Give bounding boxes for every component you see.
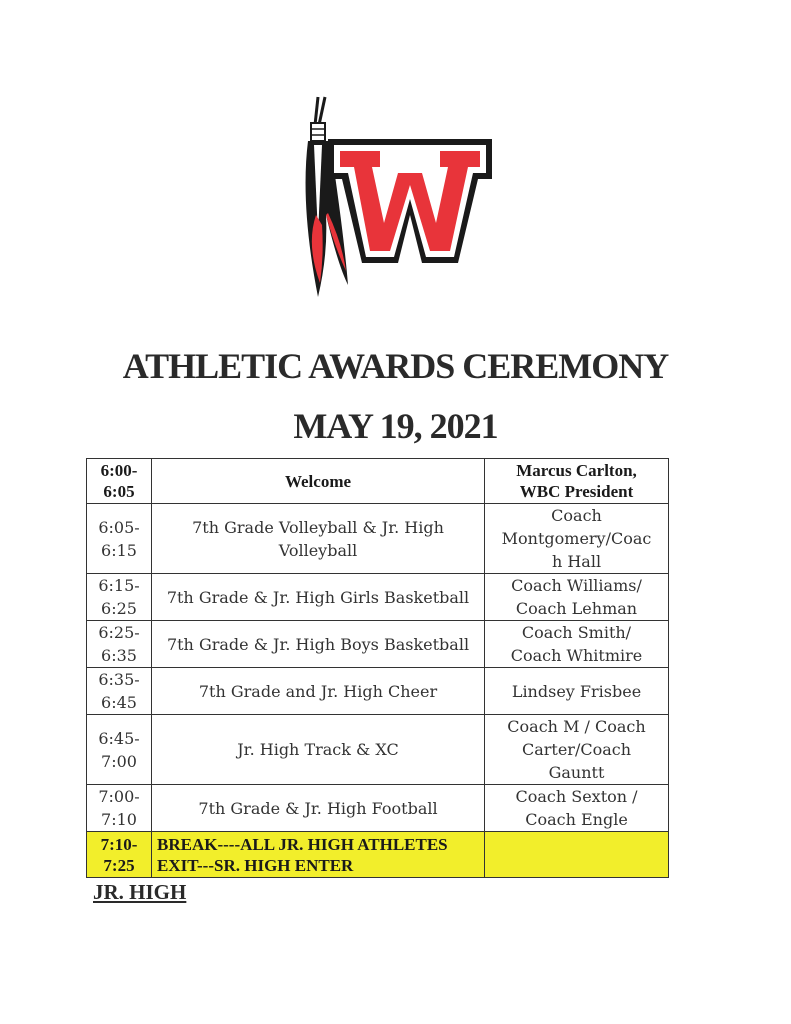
table-row <box>87 715 669 785</box>
activity-cell: Welcome <box>152 459 485 504</box>
feather-icon <box>306 97 348 297</box>
table-row <box>87 785 669 832</box>
presenter-cell: Marcus Carlton, WBC President <box>485 459 669 504</box>
time-cell: 7:00- 7:10 <box>87 785 152 832</box>
time-cell: 6:45- 7:00 <box>87 715 152 785</box>
time-cell: 6:25- 6:35 <box>87 621 152 668</box>
activity-cell: 7th Grade & Jr. High Girls Basketball <box>152 574 485 621</box>
table-row <box>87 504 669 574</box>
activity-cell: 7th Grade and Jr. High Cheer <box>152 668 485 715</box>
table-row-break <box>87 832 669 878</box>
presenter-cell: Coach Smith/ Coach Whitmire <box>485 621 669 668</box>
table-row <box>87 459 669 504</box>
presenter-cell: Coach Williams/ Coach Lehman <box>485 574 669 621</box>
page-title: ATHLETIC AWARDS CEREMONY <box>122 346 669 386</box>
event-date: MAY 19, 2021 <box>293 406 498 446</box>
time-cell: 6:05- 6:15 <box>87 504 152 574</box>
activity-cell: 7th Grade & Jr. High Football <box>152 785 485 832</box>
presenter-cell: Lindsey Frisbee <box>485 668 669 715</box>
presenter-cell: Coach M / Coach Carter/Coach Gauntt <box>485 715 669 785</box>
activity-cell: Jr. High Track & XC <box>152 715 485 785</box>
table-row <box>87 621 669 668</box>
time-cell: 6:15- 6:25 <box>87 574 152 621</box>
activity-cell: BREAK----ALL JR. HIGH ATHLETES EXIT---SR. HIGH ENTER <box>152 832 485 878</box>
time-cell: 6:00- 6:05 <box>87 459 152 504</box>
time-cell: 7:10- 7:25 <box>87 832 152 878</box>
presenter-cell: Coach Sexton / Coach Engle <box>485 785 669 832</box>
w-letter-icon <box>328 139 492 263</box>
table-row <box>87 574 669 621</box>
activity-cell: 7th Grade & Jr. High Boys Basketball <box>152 621 485 668</box>
section-label: JR. HIGH <box>93 880 187 904</box>
presenter-cell: Coach Montgomery/Coac h Hall <box>485 504 669 574</box>
activity-cell: 7th Grade Volleyball & Jr. High Volleyball <box>152 504 485 574</box>
table-row <box>87 668 669 715</box>
schedule-table <box>86 458 669 878</box>
time-cell: 6:35- 6:45 <box>87 668 152 715</box>
logo-w-feather <box>298 95 494 300</box>
presenter-cell <box>485 832 669 878</box>
